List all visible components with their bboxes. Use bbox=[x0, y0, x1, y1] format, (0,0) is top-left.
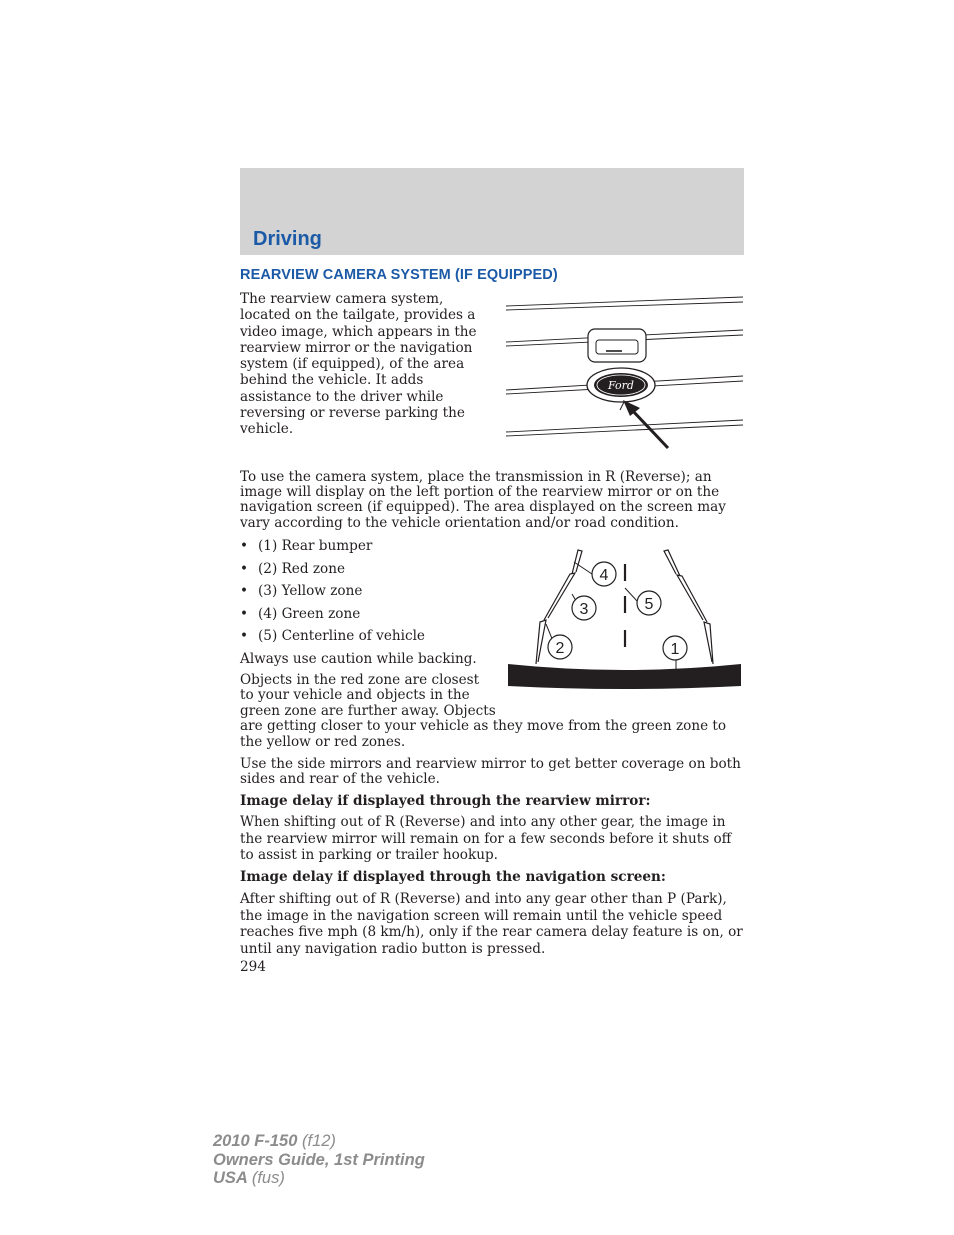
subheading-nav-delay: Image delay if displayed through the navigation screen: bbox=[240, 869, 666, 885]
callout-1-label: 1 bbox=[670, 641, 680, 658]
print-footer: 2010 F-150 (f12) Owners Guide, 1st Printing USA (fus) bbox=[213, 1132, 425, 1187]
callout-5-label: 5 bbox=[644, 596, 654, 613]
zone-legend-list bbox=[240, 537, 425, 650]
camera-zones-diagram bbox=[502, 544, 746, 692]
caution-text: Always use caution while backing. bbox=[240, 651, 477, 667]
callout-4-label: 4 bbox=[599, 567, 609, 584]
mirror-delay-paragraph: When shifting out of R (Reverse) and into any other gear, the image in the rearview mirror will remain on for a few seconds before it shuts off to assist in parking or trailer hookup. bbox=[240, 814, 732, 863]
list-item: • (1) Rear bumper bbox=[240, 538, 373, 554]
subheading-mirror-delay: Image delay if displayed through the rearview mirror: bbox=[240, 793, 651, 809]
page-number: 294 bbox=[240, 959, 266, 975]
callout-3-label: 3 bbox=[579, 601, 589, 618]
nav-delay-paragraph: After shifting out of R (Reverse) and into any gear other than P (Park), the image in the navigation screen will remain until the vehicle speed reaches five mph (8 km/h), only if the rear camera delay feature is on, or until any navigation radio button is pressed. bbox=[240, 891, 743, 957]
list-item: • (4) Green zone bbox=[240, 605, 361, 622]
intro-paragraph: The rearview camera system, located on the tailgate, provides a video image, which appears in the rearview mirror or the navigation system (if equipped), of the area behind the vehicle. It adds assistance to the driver while reversing or reverse parking the vehicle. bbox=[240, 291, 477, 438]
callout-2-label: 2 bbox=[555, 640, 565, 657]
usage-paragraph: To use the camera system, place the transmission in R (Reverse); an image will display on the left portion of the rearview mirror or on the navigation screen (if equipped). The area displayed on the screen may vary according to the vehicle orientation and/or road condition. bbox=[240, 469, 726, 531]
tailgate-camera-illustration bbox=[500, 292, 750, 452]
article-heading: REARVIEW CAMERA SYSTEM (IF EQUIPPED) bbox=[240, 267, 558, 283]
zones-paragraph: Objects in the red zone are closest to your vehicle and objects in the green zone are further away. Objects are getting closer to your vehicle as they move from the green zone to the yellow or red zones. bbox=[240, 672, 727, 750]
list-item: • (2) Red zone bbox=[240, 560, 346, 577]
ford-logo-text: Ford bbox=[608, 379, 634, 392]
section-title: Driving bbox=[253, 228, 322, 250]
list-item: • (3) Yellow zone bbox=[240, 583, 363, 599]
mirrors-paragraph: Use the side mirrors and rearview mirror to get better coverage on both sides and rear of the vehicle. bbox=[240, 756, 741, 788]
list-item: • (5) Centerline of vehicle bbox=[240, 628, 425, 644]
